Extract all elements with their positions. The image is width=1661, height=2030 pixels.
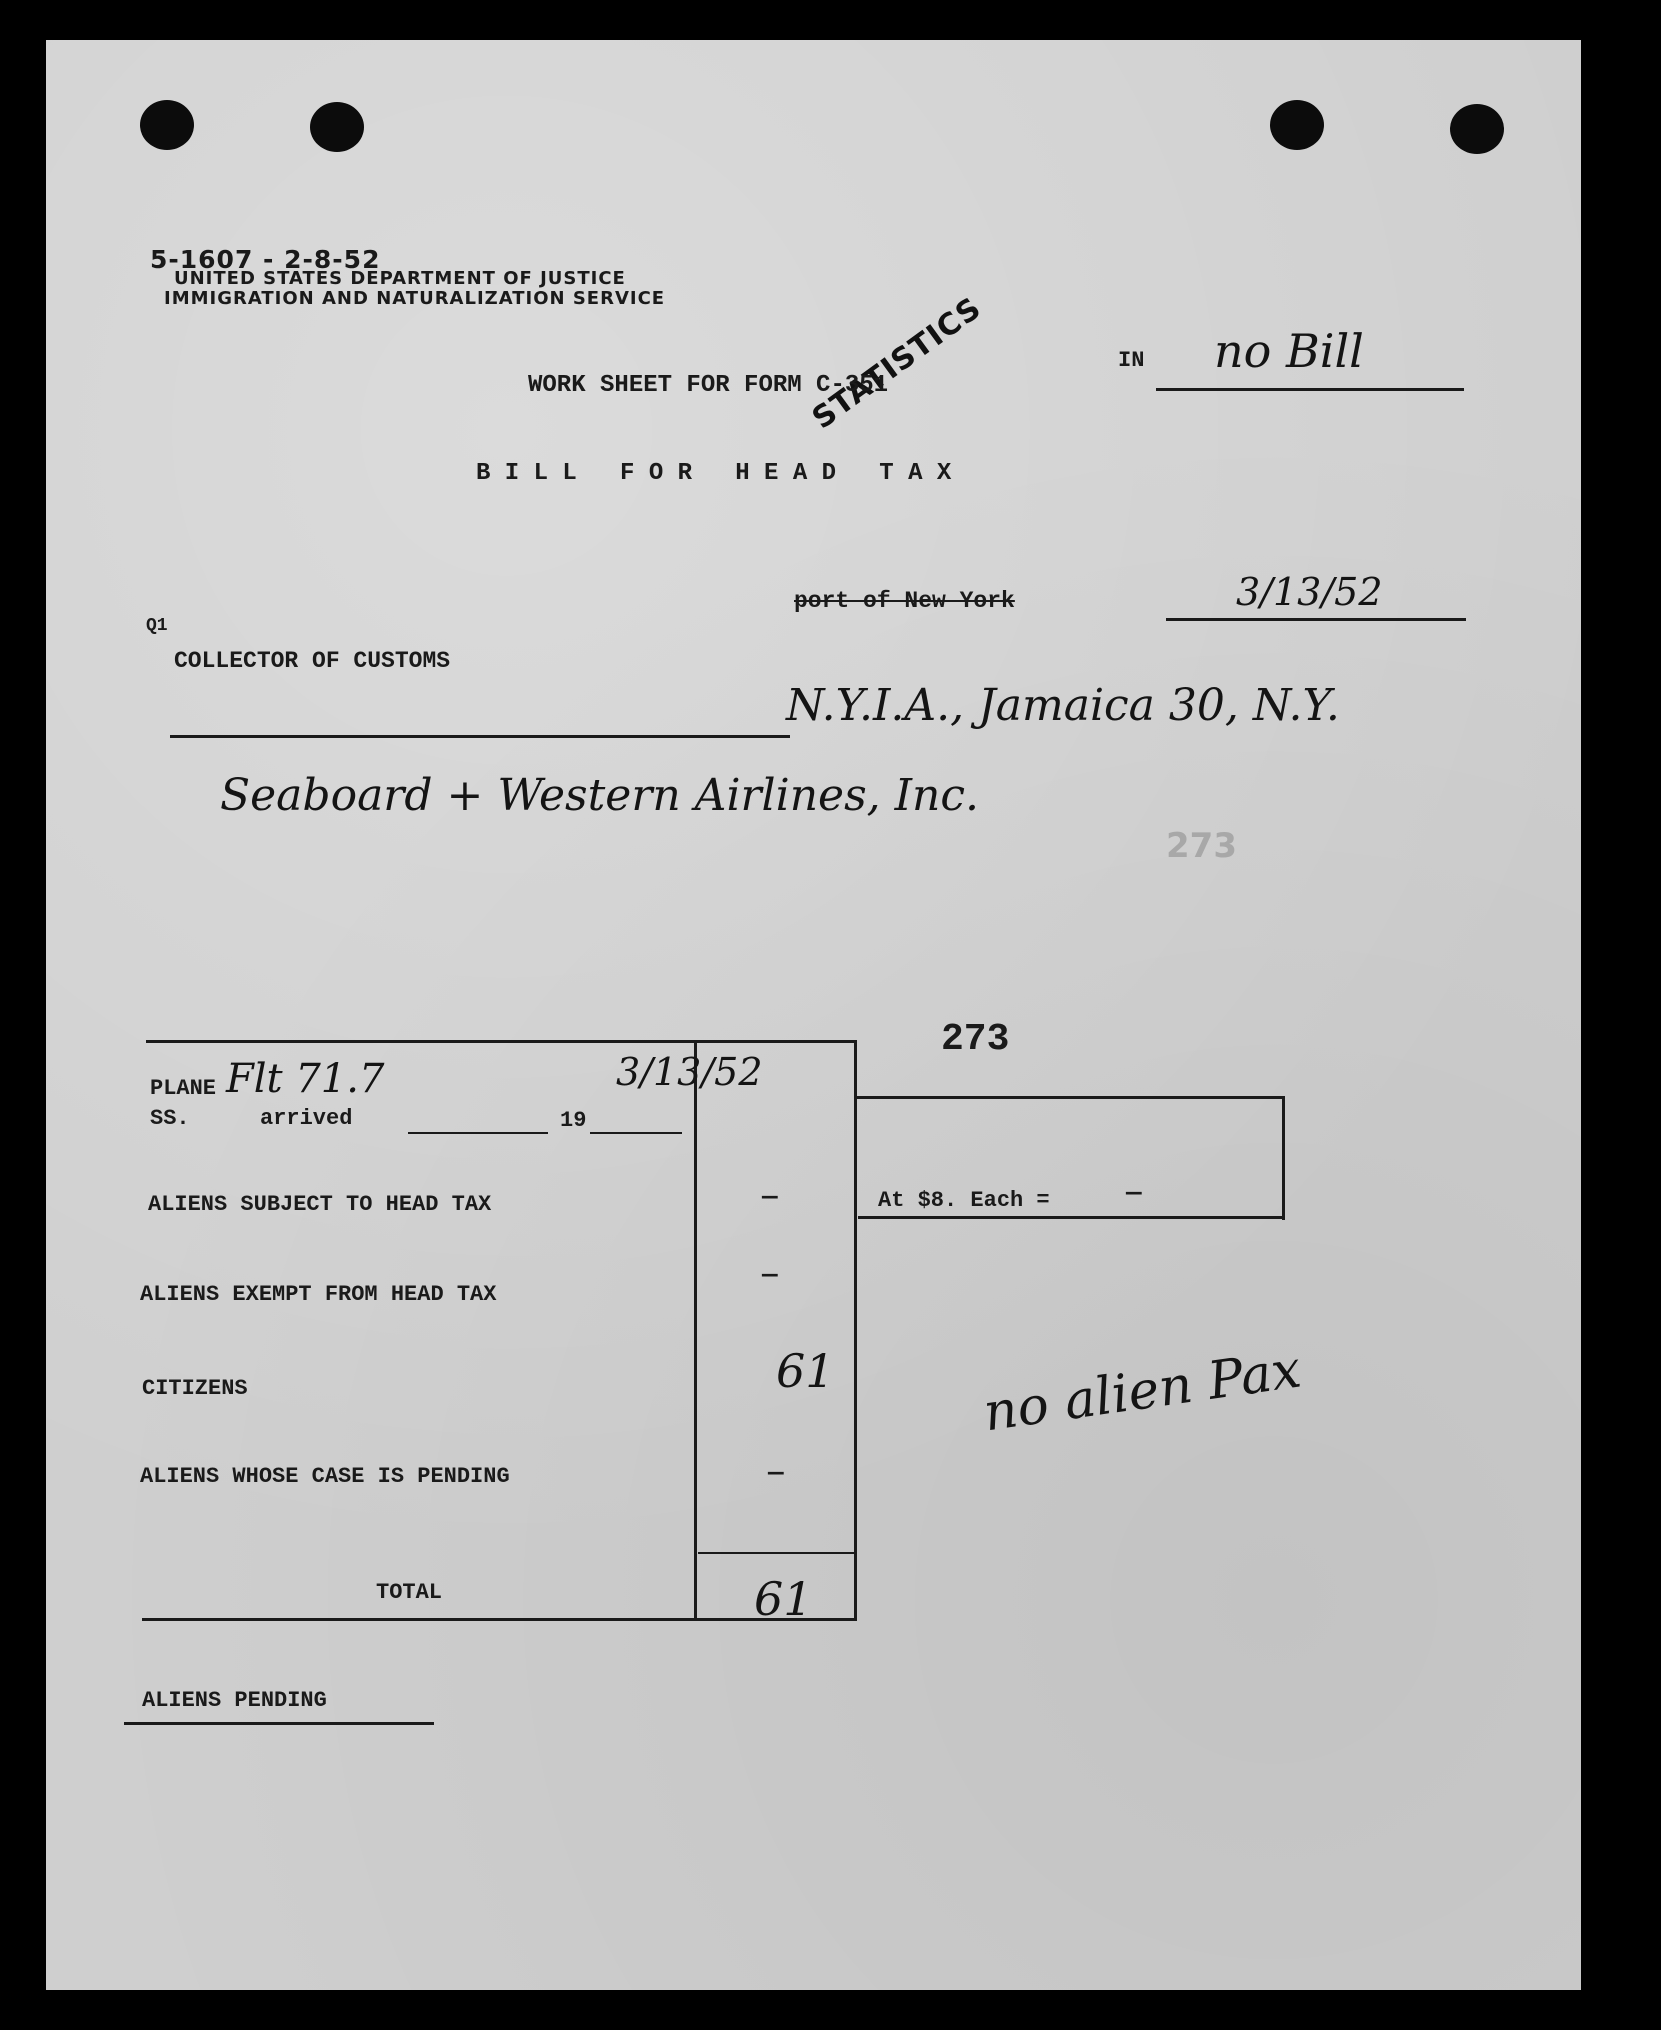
collector-label: COLLECTOR OF CUSTOMS	[174, 648, 451, 674]
table-number: 273	[941, 1018, 1010, 1061]
service-name: IMMIGRATION AND NATURALIZATION SERVICE	[164, 288, 666, 309]
table-right-border	[854, 1040, 857, 1620]
row-label-pending: ALIENS WHOSE CASE IS PENDING	[140, 1464, 510, 1489]
in-value: no Bill	[1214, 324, 1364, 378]
faint-number: 273	[1166, 826, 1237, 866]
punch-hole	[310, 102, 364, 152]
arrival-date: 3/13/52	[616, 1050, 763, 1094]
rate-value: —	[1126, 1178, 1142, 1208]
year-underline	[590, 1132, 682, 1134]
row-value-subject: —	[762, 1182, 778, 1212]
rate-box-bottom	[858, 1216, 1284, 1219]
row-value-exempt: —	[762, 1260, 778, 1290]
form-title: WORK SHEET FOR FORM C-351	[528, 372, 889, 399]
total-rule	[698, 1552, 854, 1554]
punch-hole	[1450, 104, 1504, 154]
port-label: port of New York	[794, 588, 1015, 614]
row-label-subject: ALIENS SUBJECT TO HEAD TAX	[148, 1192, 492, 1217]
collector-underline	[170, 735, 790, 738]
table-top-rule	[146, 1040, 856, 1043]
row-value-citizens: 61	[776, 1344, 835, 1398]
arrived-label: arrived	[260, 1106, 353, 1131]
punch-hole	[140, 100, 194, 150]
rate-label: At $8. Each =	[878, 1188, 1050, 1213]
statistics-stamp: STATISTICS	[806, 290, 989, 437]
date-value: 3/13/52	[1236, 570, 1383, 614]
row-label-citizens: CITIZENS	[142, 1376, 248, 1401]
row-value-pending: —	[768, 1458, 784, 1488]
rate-box-top	[854, 1096, 1284, 1099]
row-label-exempt: ALIENS EXEMPT FROM HEAD TAX	[140, 1282, 497, 1307]
document-page	[46, 40, 1581, 1990]
table-bottom-rule	[142, 1618, 857, 1621]
year-prefix: 19	[560, 1108, 587, 1133]
bill-title: B I L L F O R H E A D T A X	[476, 460, 952, 487]
rate-box-right	[1282, 1096, 1285, 1220]
total-label: TOTAL	[376, 1580, 443, 1605]
total-value: 61	[754, 1572, 813, 1626]
in-label: IN	[1118, 348, 1145, 373]
flight-value: Flt 71.7	[226, 1056, 385, 1102]
arrived-underline	[408, 1132, 548, 1134]
date-underline	[1166, 618, 1466, 621]
to-prefix: Q1	[146, 616, 168, 636]
in-underline	[1156, 388, 1464, 391]
aliens-pending-underline	[124, 1722, 434, 1725]
handwritten-note: no alien Pax	[980, 1339, 1305, 1444]
plane-label: PLANE	[150, 1076, 217, 1101]
aliens-pending-label: ALIENS PENDING	[142, 1688, 327, 1713]
file-number: 5-1607 - 2-8-52	[150, 245, 381, 274]
location-value: N.Y.I.A., Jamaica 30, N.Y.	[786, 680, 1340, 731]
table-column-divider	[694, 1040, 697, 1620]
ss-label: SS.	[150, 1106, 190, 1131]
department-name: UNITED STATES DEPARTMENT OF JUSTICE	[174, 268, 626, 289]
punch-hole	[1270, 100, 1324, 150]
carrier-value: Seaboard + Western Airlines, Inc.	[220, 770, 979, 821]
